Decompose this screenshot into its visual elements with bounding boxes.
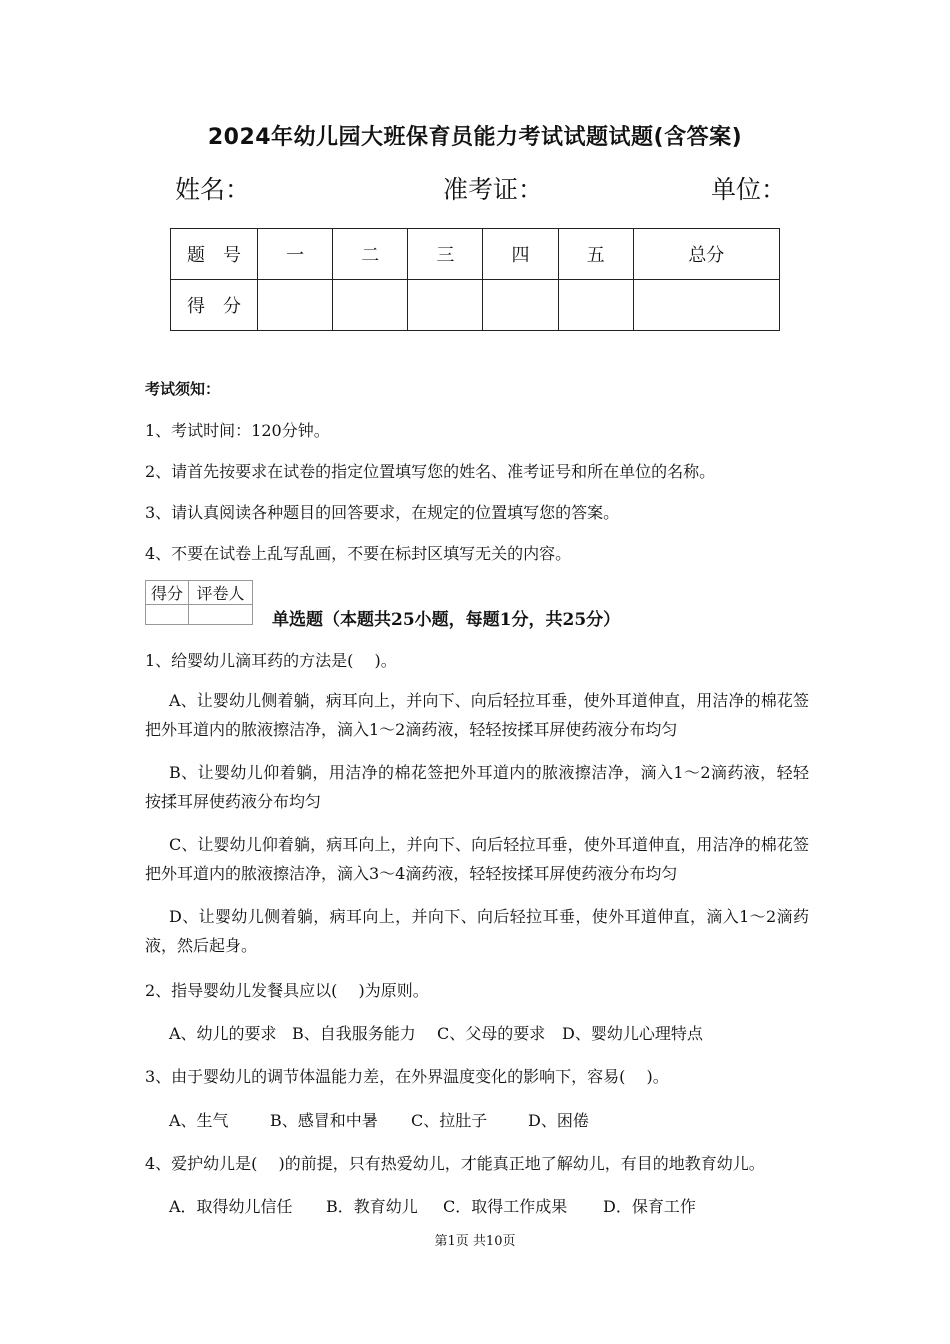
candidate-fields	[175, 170, 787, 204]
page-footer: 第1页 共10页	[434, 1234, 516, 1249]
question-option: A、生气	[169, 1111, 229, 1130]
score-header-cell: 总分	[633, 229, 779, 280]
score-header-cell: 一	[258, 229, 333, 280]
question-option: C、拉肚子	[411, 1111, 488, 1130]
score-cell[interactable]	[483, 280, 558, 331]
question-stem: 4、爱护幼儿是( )的前提，只有热爱幼儿，才能真正地了解幼儿，有目的地教育幼儿。	[145, 1154, 765, 1173]
question-stem: 1、给婴幼儿滴耳药的方法是( )。	[145, 651, 397, 670]
score-header-cell: 题 号	[171, 229, 258, 280]
score-cell[interactable]	[408, 280, 483, 331]
unit-field-label: 单位：	[711, 175, 787, 204]
score-table-score-row	[171, 280, 780, 331]
notice-item: 2、请首先按要求在试卷的指定位置填写您的姓名、准考证号和所在单位的名称。	[145, 462, 716, 481]
score-cell[interactable]	[558, 280, 633, 331]
grader-score-label: 得分	[146, 581, 189, 605]
question-option: D．保育工作	[603, 1197, 696, 1216]
score-header-cell: 三	[408, 229, 483, 280]
question-option: D、困倦	[528, 1111, 589, 1130]
exam-id-field-label: 准考证：	[443, 175, 544, 204]
notice-heading: 考试须知：	[145, 380, 221, 398]
grader-score-cell[interactable]	[146, 605, 189, 625]
notice-item: 1、考试时间：120分钟。	[145, 421, 330, 440]
score-header-cell: 五	[558, 229, 633, 280]
notice-item: 4、不要在试卷上乱写乱画，不要在标封区填写无关的内容。	[145, 544, 572, 563]
notice-item: 3、请认真阅读各种题目的回答要求，在规定的位置填写您的答案。	[145, 503, 620, 522]
section-title: 单选题（本题共25小题，每题1分，共25分）	[272, 610, 621, 630]
question-option: B．教育幼儿	[326, 1197, 418, 1216]
score-table	[170, 228, 780, 331]
question-option: B、感冒和中暑	[270, 1111, 378, 1130]
grader-name-cell[interactable]	[189, 605, 253, 625]
grader-name-label: 评卷人	[189, 581, 253, 605]
score-cell[interactable]	[258, 280, 333, 331]
score-table-header-row	[171, 229, 780, 280]
page-title: 2024年幼儿园大班保育员能力考试试题试题(含答案)	[207, 125, 743, 150]
score-header-cell: 四	[483, 229, 558, 280]
question-stem: 2、指导婴幼儿发餐具应以( )为原则。	[145, 981, 429, 1000]
score-cell[interactable]	[333, 280, 408, 331]
grader-box	[145, 580, 253, 625]
question-option: D、让婴幼儿侧着躺，病耳向上，并向下、向后轻拉耳垂，使外耳道伸直，滴入1～2滴药液，然后起身。	[145, 907, 809, 955]
question-option: D、婴幼儿心理特点	[562, 1024, 703, 1043]
question-option: B、自我服务能力	[292, 1024, 416, 1043]
score-row-label: 得 分	[171, 280, 258, 331]
score-cell[interactable]	[633, 280, 779, 331]
question-option: C、让婴幼儿仰着躺，病耳向上，并向下、向后轻拉耳垂，使外耳道伸直，用洁净的棉花签把外耳道内的脓液擦洁净，滴入3～4滴药液，轻轻按揉耳屏使药液分布均匀	[145, 835, 809, 883]
question-option: C．取得工作成果	[443, 1197, 568, 1216]
question-option: C、父母的要求	[437, 1024, 546, 1043]
question-option: B、让婴幼儿仰着躺，用洁净的棉花签把外耳道内的脓液擦洁净，滴入1～2滴药液，轻轻按揉耳屏使药液分布均匀	[145, 763, 809, 811]
score-header-cell: 二	[333, 229, 408, 280]
question-stem: 3、由于婴幼儿的调节体温能力差，在外界温度变化的影响下，容易( )。	[145, 1067, 669, 1086]
name-field-label: 姓名：	[175, 175, 251, 204]
question-option: A、幼儿的要求	[169, 1024, 277, 1043]
question-option: A、让婴幼儿侧着躺，病耳向上，并向下、向后轻拉耳垂，使外耳道伸直，用洁净的棉花签把外耳道内的脓液擦洁净，滴入1～2滴药液，轻轻按揉耳屏使药液分布均匀	[145, 691, 809, 739]
question-option: A．取得幼儿信任	[169, 1197, 293, 1216]
